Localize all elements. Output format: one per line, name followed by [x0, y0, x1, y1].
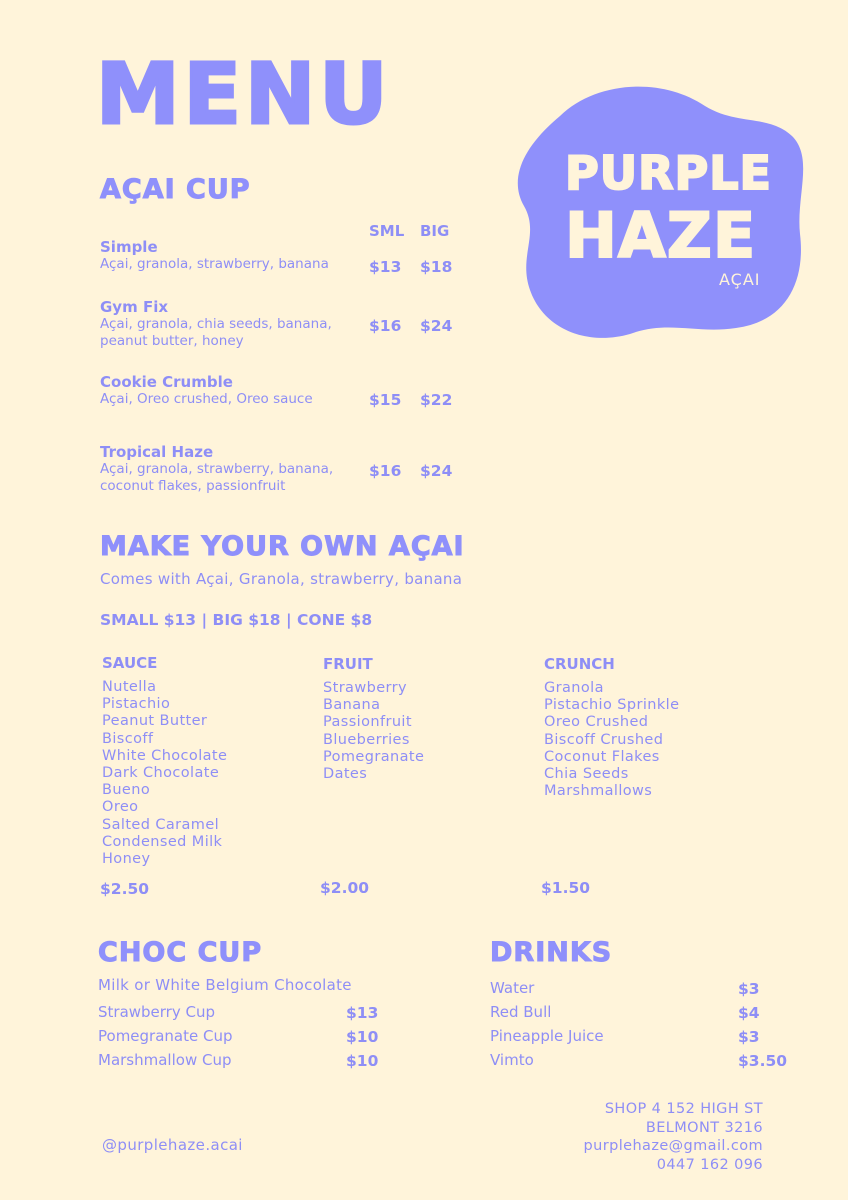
social-handle[interactable]: @purplehaze.acai [102, 1136, 243, 1154]
choc-cup-subtitle: Milk or White Belgium Chocolate [98, 976, 352, 994]
sauce-heading: SAUCE [102, 654, 158, 672]
list-item: Passionfruit [323, 714, 412, 731]
acai-item-desc: Açai, granola, chia seeds, banana, peanut butter, honey [100, 316, 332, 349]
make-your-own-title: MAKE YOUR OWN AÇAI [100, 531, 465, 562]
list-item: Salted Caramel [102, 816, 220, 833]
email-link[interactable]: purplehaze@gmail.com [583, 1138, 763, 1154]
fruit-price: $2.00 [320, 879, 370, 897]
choc-item-name: Pomegranate Cup [98, 1027, 233, 1045]
drink-price: $3.50 [738, 1052, 788, 1070]
list-item: White Chocolate [102, 747, 228, 764]
list-item: Oreo Crushed [544, 714, 649, 731]
choc-item-name: Marshmallow Cup [98, 1051, 232, 1069]
acai-item [100, 373, 362, 408]
list-item: Pomegranate [323, 748, 425, 765]
drink-price: $3 [738, 980, 760, 998]
list-item: Chia Seeds [544, 766, 629, 783]
choc-item-price: $10 [346, 1028, 379, 1046]
list-item: Banana [323, 697, 381, 714]
acai-item-big-price: $18 [420, 258, 453, 276]
list-item: Blueberries [323, 731, 410, 748]
drink-name: Vimto [490, 1051, 534, 1069]
list-item: Marshmallows [544, 783, 653, 800]
drink-name: Red Bull [490, 1003, 552, 1021]
acai-item [100, 298, 362, 350]
phone-number[interactable]: 0447 162 096 [656, 1156, 763, 1173]
choc-item-price: $13 [346, 1004, 379, 1022]
acai-item-desc: Açai, granola, strawberry, banana, coconut flakes, passionfruit [100, 461, 334, 494]
acai-item-desc: Açai, Oreo crushed, Oreo sauce [100, 391, 313, 407]
col-big-header: BIG [420, 222, 450, 240]
contact-block [584, 1100, 763, 1174]
crunch-heading: CRUNCH [544, 655, 615, 673]
acai-item-small-price: $15 [369, 391, 402, 409]
list-item: Nutella [102, 679, 157, 695]
brand-name-line1: PURPLE [565, 146, 772, 200]
acai-item-desc: Açai, granola, strawberry, banana [100, 256, 329, 272]
acai-item-big-price: $24 [420, 317, 453, 335]
drink-name: Pineapple Juice [490, 1027, 604, 1045]
list-item: Honey [102, 851, 151, 868]
crunch-price: $1.50 [541, 879, 591, 897]
acai-item-small-price: $16 [369, 317, 402, 335]
drink-name: Water [490, 979, 535, 997]
list-item: Pistachio Sprinkle [544, 697, 680, 714]
address-line: SHOP 4 152 HIGH ST [604, 1101, 763, 1117]
drink-price: $3 [738, 1028, 760, 1046]
address-line: BELMONT 3216 [645, 1119, 763, 1136]
list-item: Dates [323, 766, 368, 783]
acai-item [100, 443, 362, 495]
drinks-title: DRINKS [490, 937, 613, 968]
col-small-header: SML [369, 222, 405, 240]
list-item: Biscoff Crushed [544, 731, 664, 748]
acai-item-name: Tropical Haze [100, 443, 214, 461]
choc-item-name: Strawberry Cup [98, 1003, 215, 1021]
acai-item-small-price: $16 [369, 462, 402, 480]
make-your-own-pricing: SMALL $13 | BIG $18 | CONE $8 [100, 611, 373, 629]
acai-item-name: Cookie Crumble [100, 373, 233, 391]
menu-title: MENU [96, 45, 392, 143]
fruit-heading: FRUIT [323, 655, 373, 673]
list-item: Granola [544, 680, 604, 696]
brand-name-line3: AÇAI [719, 270, 761, 289]
sauce-price: $2.50 [100, 880, 150, 898]
list-item: Oreo [102, 799, 139, 816]
acai-item [100, 238, 362, 273]
choc-item-price: $10 [346, 1052, 379, 1070]
list-item: Pistachio [102, 696, 171, 713]
acai-item-big-price: $22 [420, 391, 453, 409]
drink-price: $4 [738, 1004, 760, 1022]
acai-item-small-price: $13 [369, 258, 402, 276]
acai-item-name: Gym Fix [100, 298, 169, 316]
brand-name-line2: HAZE [565, 199, 757, 272]
acai-cup-title: AÇAI CUP [100, 174, 251, 205]
list-item: Bueno [102, 782, 151, 799]
list-item: Coconut Flakes [544, 748, 660, 765]
list-item: Dark Chocolate [102, 765, 220, 782]
list-item: Strawberry [323, 680, 407, 696]
list-item: Condensed Milk [102, 833, 223, 850]
make-your-own-subtitle: Comes with Açai, Granola, strawberry, banana [100, 570, 463, 588]
choc-cup-title: CHOC CUP [98, 937, 263, 968]
list-item: Peanut Butter [102, 713, 208, 730]
acai-item-big-price: $24 [420, 462, 453, 480]
acai-item-name: Simple [100, 238, 158, 256]
crunch-list [544, 680, 679, 800]
fruit-list [323, 680, 424, 783]
list-item: Biscoff [102, 730, 154, 747]
sauce-list [102, 679, 227, 868]
